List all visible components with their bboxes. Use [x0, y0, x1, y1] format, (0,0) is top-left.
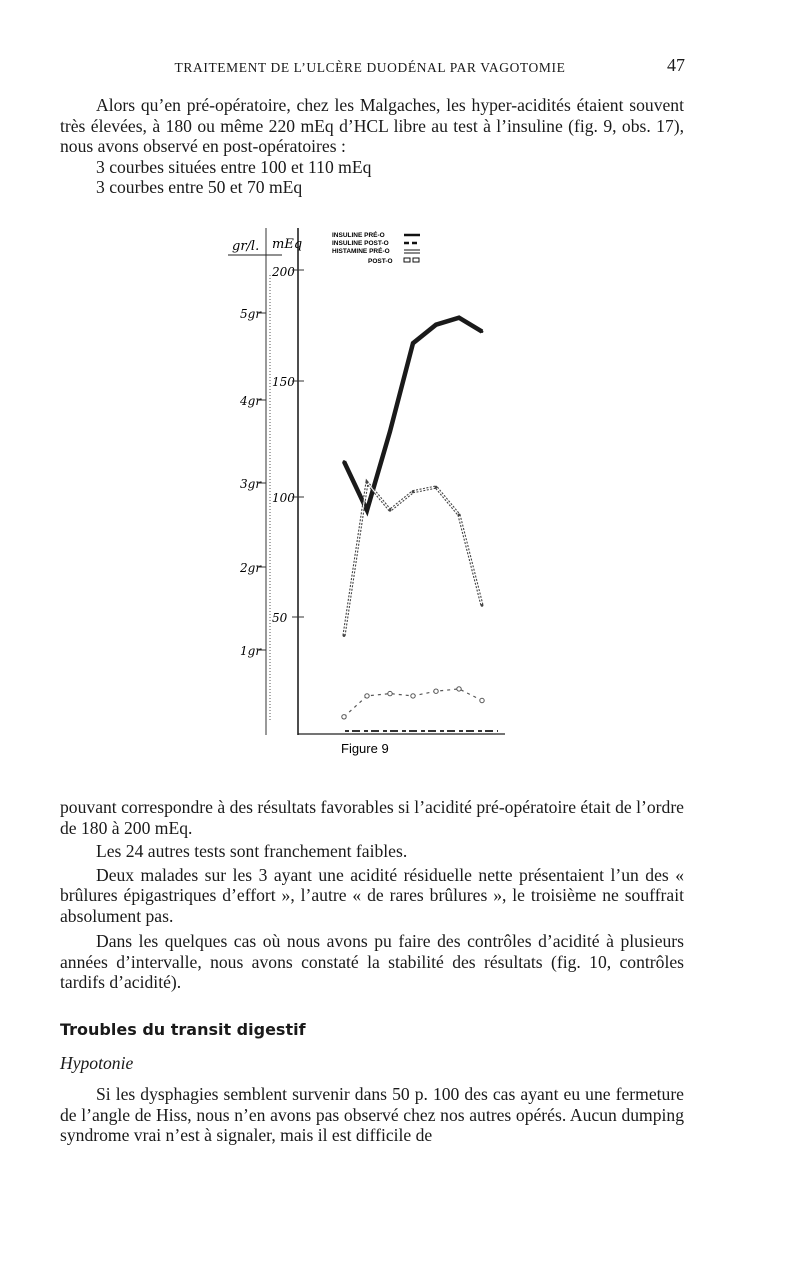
- legend: [332, 230, 420, 265]
- body-paragraph: pouvant correspondre à des résultats favorables si l’acidité pré-opératoire était de l’ordre de 180 à 200 mEq.: [60, 797, 684, 838]
- left-tick-label: 1gr: [240, 644, 262, 658]
- list-item: 3 courbes situées entre 100 et 110 mEq: [96, 156, 372, 177]
- data-point: [389, 430, 391, 432]
- data-point: [411, 694, 415, 698]
- body-paragraph: Dans les quelques cas où nous avons pu faire des contrôles d’acidité à plusieurs années d’intervalle, nous avons constaté la stabilité des résultats (fig. 10, contrôles tardifs d’acidité).: [60, 931, 684, 992]
- left-tick-label: 5gr: [240, 307, 262, 321]
- page-number: 47: [667, 55, 685, 75]
- figure-caption: Figure 9: [341, 741, 389, 756]
- series-layer: [342, 317, 484, 720]
- data-point: [457, 687, 461, 691]
- data-point: [412, 491, 414, 493]
- running-title: TRAITEMENT DE L’ULCÈRE DUODÉNAL PAR VAGOTOMIE: [174, 60, 566, 75]
- right-tick-label: 50: [272, 611, 288, 625]
- body-paragraph: Deux malades sur les 3 ayant une acidité résiduelle nette présentaient l’un des « brûlures épigastriques d’effort », l’autre « de rares brûlures », le troisième ne souffrait absolument pas.: [60, 864, 684, 926]
- data-point: [412, 342, 414, 344]
- legend-label: HISTAMINE PRÉ-O: [332, 248, 390, 255]
- data-point: [365, 694, 369, 698]
- section-paragraph: Si les dysphagies semblent survenir dans 50 p. 100 des cas ayant eu une fermeture de l’angle de Hiss, nous n’en avons pas observé chez nos autres opérés. Aucun dumping syndrome vrai n’est à signaler, mais il est difficile de: [60, 1084, 684, 1145]
- data-point: [481, 604, 483, 606]
- data-point: [435, 486, 437, 488]
- section-title: Troubles du transit digestif: [60, 1020, 306, 1039]
- data-point: [458, 317, 460, 319]
- data-point: [343, 634, 345, 636]
- legend-label: INSULINE POST-O: [332, 240, 389, 247]
- axis-left-label: gr/l.: [232, 239, 260, 254]
- series-line-1: [344, 318, 482, 511]
- body-block: [60, 797, 684, 993]
- data-point: [343, 460, 345, 462]
- list-item: 3 courbes entre 50 et 70 mEq: [96, 177, 303, 197]
- data-point: [480, 698, 484, 702]
- legend-swatch-box: [404, 258, 410, 262]
- legend-label: INSULINE PRÉ-O: [332, 232, 385, 239]
- axis-right-label: mEq: [272, 237, 303, 252]
- data-point: [366, 481, 368, 483]
- right-tick-label: 200: [272, 265, 295, 279]
- body-paragraph: Les 24 autres tests sont franchement faibles.: [96, 841, 408, 861]
- left-tick-label: 4gr: [240, 394, 262, 408]
- right-tick-label: 150: [272, 375, 295, 389]
- series-line-3: [344, 689, 482, 717]
- section-block: [60, 1084, 684, 1146]
- data-point: [342, 715, 346, 719]
- legend-swatch-box: [413, 258, 419, 262]
- data-point: [481, 330, 483, 332]
- data-point: [389, 509, 391, 511]
- section-subheading: Hypotonie: [60, 1053, 134, 1073]
- data-point: [366, 509, 368, 511]
- data-point: [458, 514, 460, 516]
- data-point: [435, 324, 437, 326]
- right-tick-label: 100: [272, 491, 295, 505]
- data-point: [434, 689, 438, 693]
- data-point: [388, 691, 392, 695]
- left-tick-label: 3gr: [240, 477, 262, 491]
- intro-paragraph: Alors qu’en pré-opératoire, chez les Malgaches, les hyper-acidités étaient souvent très élevées, à 180 ou même 220 mEq d’HCL libre au test à l’insuline (fig. 9, obs. 17), nous avons observé en post-opératoires :: [60, 95, 684, 156]
- left-tick-label: 2gr: [240, 561, 262, 575]
- legend-label: POST-O: [368, 258, 393, 265]
